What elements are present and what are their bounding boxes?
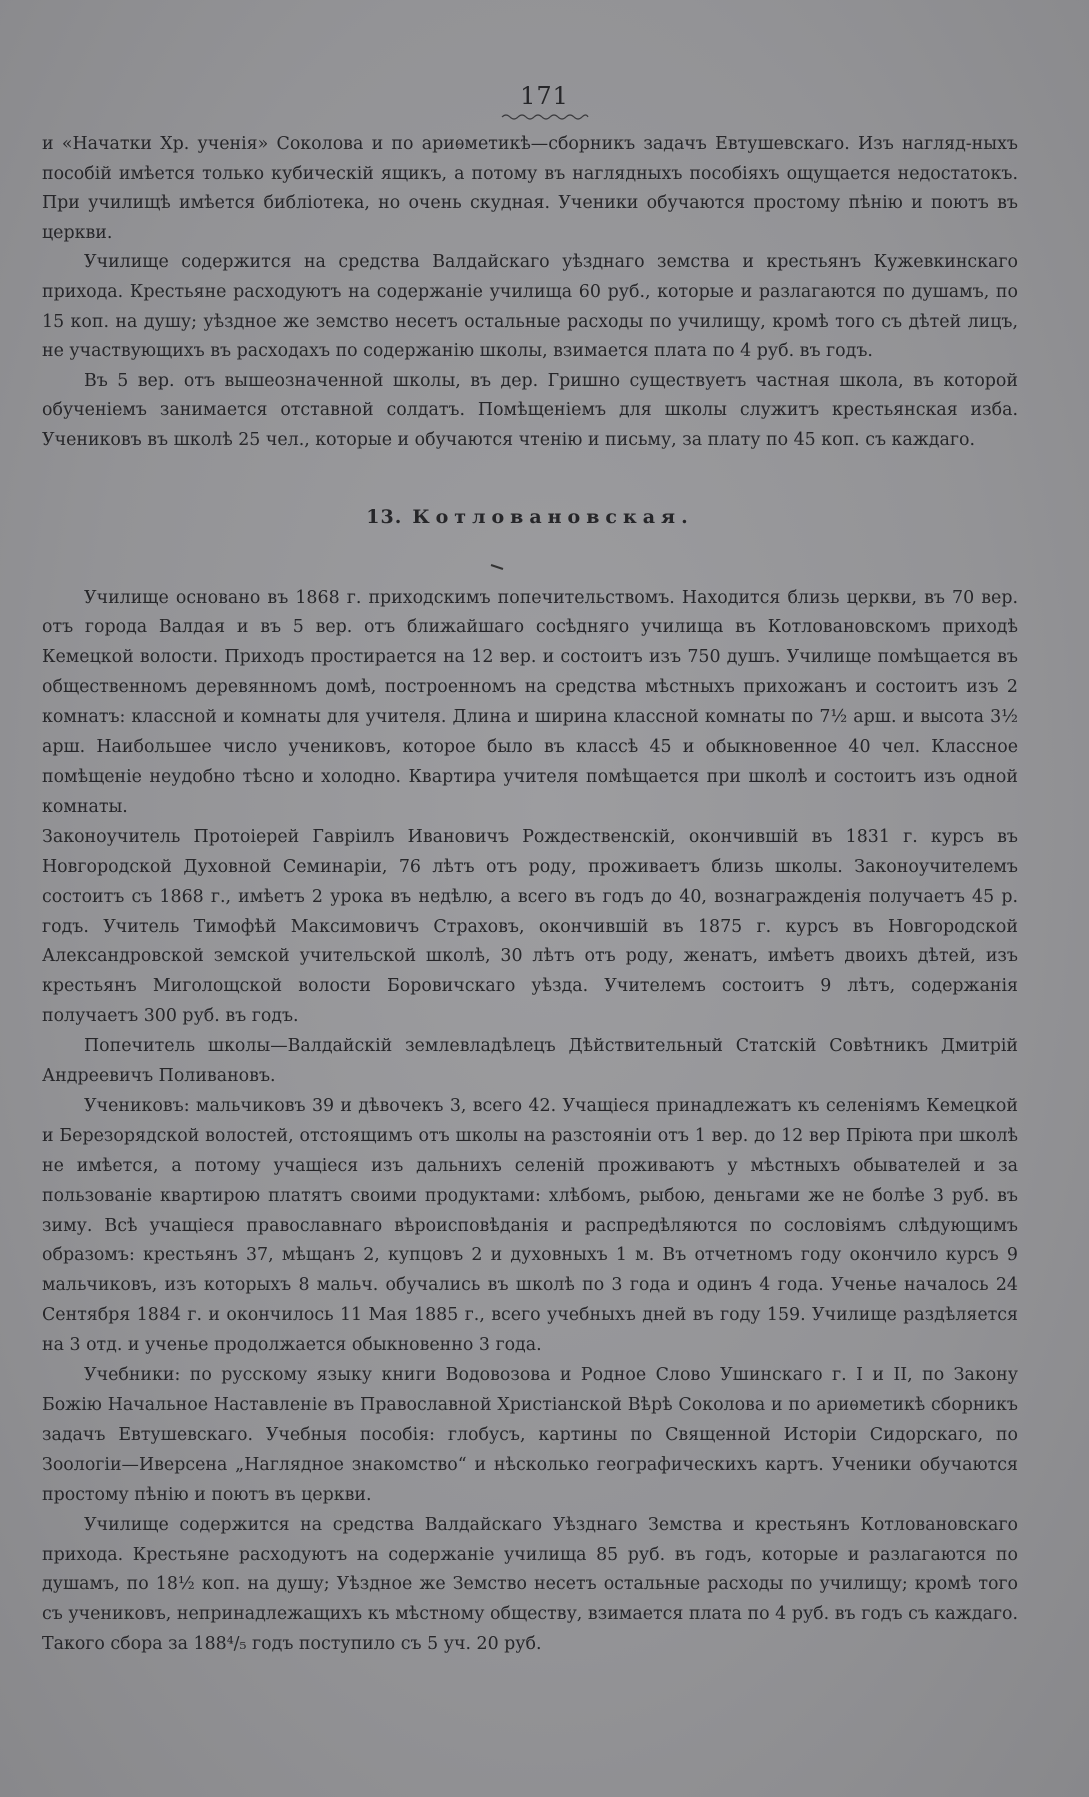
page-content <box>42 130 1018 1660</box>
paragraph: Учебники: по русскому языку книги Водовозова и Родное Слово Ушинскаго г. I и II, по Закону Божію Начальное Наставленіе въ Православной Христіанской Вѣрѣ Соколова и по ариѳметикѣ сборникъ задачъ Евтушевскаго. Учебныя пособія: глобусъ, картины по Священной Исторіи Сидорскаго, по Зоологіи—Иверсена „Наглядное знакомство“ и нѣсколько географическихъ картъ. Ученики обучаются простому пѣнію и поютъ въ церкви. <box>42 1365 1018 1505</box>
ornament-divider-icon <box>500 112 590 122</box>
section-title: Котловановская. <box>412 505 694 528</box>
paragraph: Учениковъ: мальчиковъ 39 и дѣвочекъ 3, всего 42. Учащіеся принадлежатъ къ селеніямъ Кемецкой и Березорядской волостей, отстоящимъ отъ школы на разстояніи отъ 1 вер. до 12 вер Пріюта при школѣ не имѣется, а потому учащіеся изъ дальнихъ селеній проживаютъ у мѣстныхъ обывателей и за пользованіе квартирою платятъ своими продуктами: хлѣбомъ, рыбою, деньгами же не болѣе 3 руб. въ зиму. Всѣ учащіеся православнаго вѣроисповѣданія и распредѣляются по сословіямъ слѣдующимъ образомъ: крестьянъ 37, мѣщанъ 2, купцовъ 2 и духовныхъ 1 м. Въ отчетномъ году окончило курсъ 9 мальчиковъ, изъ которыхъ 8 мальч. обучались въ школѣ по 3 года и одинъ 4 года. Ученье началось 24 Сентября 1884 г. и окончилось 11 Мая 1885 г., всего учебныхъ дней въ году 159. Училище раздѣляется на 3 отд. и ученье продолжается обыкновенно 3 года. <box>42 1095 1018 1356</box>
page-number: 171 <box>520 82 569 110</box>
paragraph: Попечитель школы—Валдайскій землевладѣлецъ Дѣйствительный Статскій Совѣтникъ Дмитрій Андреевичъ Поливановъ. <box>42 1036 1018 1087</box>
previous-section-text <box>42 130 1018 456</box>
paragraph: и «Начатки Хр. ученія» Соколова и по ариѳметикѣ—сборникъ задачъ Евтушевскаго. Изъ нагляд-ныхъ пособій имѣется только кубическій ящикъ, а потому въ наглядныхъ пособіяхъ ощущается недостатокъ. При училищѣ имѣется библіотека, но очень скудная. Ученики обучаются простому пѣнію и поютъ въ церкви. <box>42 134 1018 243</box>
ink-mark-icon <box>490 564 504 570</box>
paragraph: Училище содержится на средства Валдайскаго уѣзднаго земства и крестьянъ Кужевкинскаго прихода. Крестьяне расходуютъ на содержаніе училища 60 руб., которые и разлагаются по душамъ, по 15 коп. на душу; уѣздное же земство несетъ остальные расходы по училищу, кромѣ того съ дѣтей лицъ, не участвующихъ въ расходахъ по содержанію школы, взимается плата по 4 руб. въ годъ. <box>42 252 1018 362</box>
paragraph: Училище основано въ 1868 г. приходскимъ попечительствомъ. Находится близь церкви, въ 70 вер. отъ города Валдая и въ 5 вер. отъ ближайшаго сосѣдняго училища въ Котловановскомъ приходѣ Кемецкой волости. Приходъ простирается на 12 вер. и состоитъ изъ 750 душъ. Училище помѣщается въ общественномъ деревянномъ домѣ, построенномъ на средства мѣстныхъ прихожанъ и состоитъ изъ 2 комнатъ: классной и комнаты для учителя. Длина и ширина классной комнаты по 7½ арш. и высота 3½ арш. Наибольшее число учениковъ, которое было въ классѣ 45 и обыкновенное 40 чел. Классное помѣщеніе неудобно тѣсно и холодно. Квартира учителя помѣщается при школѣ и состоитъ изъ одной комнаты. <box>42 587 1018 817</box>
section-heading <box>42 506 1018 536</box>
section-body <box>42 584 1018 1661</box>
paragraph: Училище содержится на средства Валдайскаго Уѣзднаго Земства и крестьянъ Котловановскаго прихода. Крестьяне расходуютъ на содержаніе училища 85 руб. въ годъ, которые и разлагаются по душамъ, по 18½ коп. на душу; Уѣздное же Земство несетъ остальные расходы по училищу; кромѣ того съ учениковъ, непринадлежащихъ къ мѣстному обществу, взимается плата по 4 руб. въ годъ съ каждаго. Такого сбора за 188⁴/₅ годъ поступило съ 5 уч. 20 руб. <box>42 1514 1018 1655</box>
section-number: 13. <box>366 505 403 528</box>
paragraph: Законоучитель Протоіерей Гавріилъ Ивановичъ Рождественскій, окончившій въ 1831 г. курсъ въ Новгородской Духовной Семинаріи, 76 лѣтъ отъ роду, проживаетъ близь школы. Законоучителемъ состоитъ съ 1868 г., имѣетъ 2 урока въ недѣлю, а всего въ годъ до 40, вознагражденія получаетъ 45 р. годъ. Учитель Тимофѣй Максимовичъ Страховъ, окончившій въ 1875 г. курсъ въ Новгородской Александровской земской учительской школѣ, 30 лѣтъ отъ роду, женатъ, имѣетъ двоихъ дѣтей, изъ крестьянъ Миголощской волости Боровичскаго уѣзда. Учителемъ состоитъ 9 лѣтъ, содержанія получаетъ 300 руб. въ годъ. <box>42 826 1018 1027</box>
paragraph: Въ 5 вер. отъ вышеозначенной школы, въ дер. Гришно существуетъ частная школа, въ которой обученіемъ занимается отставной солдатъ. Помѣщеніемъ для школы служитъ крестьянская изба. Учениковъ въ школѣ 25 чел., которые и обучаются чтенію и письму, за плату по 45 коп. съ каждаго. <box>42 370 1018 450</box>
